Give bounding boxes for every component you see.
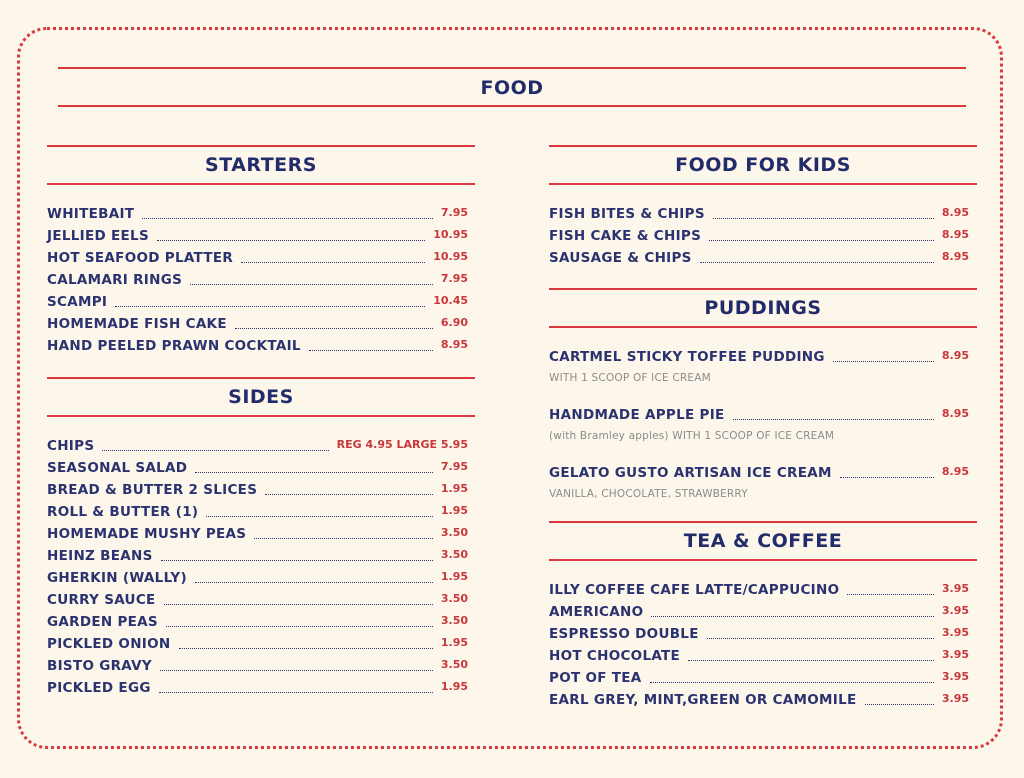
leader-dots bbox=[179, 636, 433, 649]
page-title: FOOD bbox=[480, 77, 544, 99]
menu-item bbox=[47, 614, 468, 636]
menu-item bbox=[549, 465, 969, 483]
divider bbox=[47, 377, 475, 379]
item-name: HAND PEELED PRAWN COCKTAIL bbox=[47, 338, 301, 354]
item-name: ESPRESSO DOUBLE bbox=[549, 626, 699, 642]
menu-item bbox=[549, 670, 969, 692]
item-price: 10.95 bbox=[433, 250, 468, 263]
item-name: CHIPS bbox=[47, 438, 95, 454]
menu-item bbox=[47, 228, 468, 250]
leader-dots bbox=[713, 206, 934, 219]
item-price: 10.45 bbox=[433, 294, 468, 307]
divider bbox=[47, 145, 475, 147]
leader-dots bbox=[833, 349, 934, 362]
menu-item bbox=[549, 626, 969, 648]
leader-dots bbox=[157, 228, 425, 241]
item-name: HOT CHOCOLATE bbox=[549, 648, 681, 664]
item-name: AMERICANO bbox=[549, 604, 644, 620]
menu-item bbox=[47, 206, 468, 228]
item-name: FISH BITES & CHIPS bbox=[549, 206, 705, 222]
menu-item bbox=[47, 570, 468, 592]
item-name: HOT SEAFOOD PLATTER bbox=[47, 250, 234, 266]
item-price: 8.95 bbox=[941, 228, 969, 241]
item-price: 3.95 bbox=[941, 626, 969, 639]
leader-dots bbox=[733, 407, 934, 420]
item-name: EARL GREY, MINT,GREEN OR CAMOMILE bbox=[549, 692, 857, 708]
divider bbox=[549, 559, 977, 561]
item-name: ROLL & BUTTER (1) bbox=[47, 504, 199, 520]
item-name: FISH CAKE & CHIPS bbox=[549, 228, 702, 244]
pudding-item bbox=[549, 465, 969, 501]
menu-item bbox=[47, 636, 468, 658]
item-price: 3.95 bbox=[941, 670, 969, 683]
menu-item bbox=[47, 250, 468, 272]
puddings-list bbox=[549, 349, 969, 523]
menu-item bbox=[47, 592, 468, 614]
item-price: 3.50 bbox=[440, 526, 468, 539]
section-title-kids: FOOD FOR KIDS bbox=[675, 154, 851, 176]
item-name: GELATO GUSTO ARTISAN ICE CREAM bbox=[549, 465, 832, 481]
item-price: 3.50 bbox=[440, 658, 468, 671]
menu-item bbox=[47, 526, 468, 548]
menu-item bbox=[47, 680, 468, 702]
leader-dots bbox=[142, 206, 433, 219]
leader-dots bbox=[166, 614, 433, 627]
item-price: 3.95 bbox=[941, 692, 969, 705]
item-description: WITH 1 SCOOP OF ICE CREAM bbox=[549, 372, 711, 384]
item-name: WHITEBAIT bbox=[47, 206, 135, 222]
leader-dots bbox=[161, 548, 433, 561]
leader-dots bbox=[195, 570, 433, 583]
item-price: 7.95 bbox=[440, 272, 468, 285]
leader-dots bbox=[700, 250, 934, 263]
divider bbox=[549, 145, 977, 147]
item-price: REG 4.95 LARGE 5.95 bbox=[336, 438, 468, 451]
item-price: 8.95 bbox=[941, 206, 969, 219]
menu-item bbox=[47, 548, 468, 570]
item-name: BREAD & BUTTER 2 SLICES bbox=[47, 482, 258, 498]
leader-dots bbox=[254, 526, 433, 539]
leader-dots bbox=[115, 294, 425, 307]
item-price: 3.95 bbox=[941, 648, 969, 661]
menu-item bbox=[47, 504, 468, 526]
menu-item bbox=[549, 582, 969, 604]
item-name: HOMEMADE MUSHY PEAS bbox=[47, 526, 247, 542]
leader-dots bbox=[707, 626, 934, 639]
leader-dots bbox=[164, 592, 433, 605]
item-name: HANDMADE APPLE PIE bbox=[549, 407, 725, 423]
item-price: 1.95 bbox=[440, 636, 468, 649]
item-price: 8.95 bbox=[440, 338, 468, 351]
divider bbox=[47, 415, 475, 417]
item-name: SCAMPI bbox=[47, 294, 108, 310]
item-price: 3.50 bbox=[440, 614, 468, 627]
item-description: (with Bramley apples) WITH 1 SCOOP OF ICE CREAM bbox=[549, 430, 835, 442]
menu-item bbox=[549, 604, 969, 626]
sides-list bbox=[47, 438, 468, 702]
item-price: 3.50 bbox=[440, 548, 468, 561]
item-price: 8.95 bbox=[941, 407, 969, 420]
item-price: 1.95 bbox=[440, 570, 468, 583]
item-price: 6.90 bbox=[440, 316, 468, 329]
divider bbox=[549, 288, 977, 290]
item-price: 1.95 bbox=[440, 680, 468, 693]
item-name: JELLIED EELS bbox=[47, 228, 149, 244]
leader-dots bbox=[840, 465, 934, 478]
leader-dots bbox=[709, 228, 934, 241]
section-title-tea-coffee: TEA & COFFEE bbox=[683, 530, 843, 552]
item-name: GHERKIN (WALLY) bbox=[47, 570, 187, 586]
menu-item bbox=[47, 482, 468, 504]
divider bbox=[58, 105, 966, 107]
item-name: HOMEMADE FISH CAKE bbox=[47, 316, 227, 332]
menu-item bbox=[549, 250, 969, 272]
item-name: POT OF TEA bbox=[549, 670, 642, 686]
section-title-puddings: PUDDINGS bbox=[704, 297, 822, 319]
item-price: 7.95 bbox=[440, 206, 468, 219]
menu-item bbox=[549, 692, 969, 714]
leader-dots bbox=[159, 680, 433, 693]
item-price: 8.95 bbox=[941, 465, 969, 478]
item-price: 1.95 bbox=[440, 504, 468, 517]
menu-item bbox=[549, 349, 969, 367]
leader-dots bbox=[102, 438, 328, 451]
pudding-item bbox=[549, 349, 969, 385]
item-price: 3.50 bbox=[440, 592, 468, 605]
menu-item bbox=[47, 438, 468, 460]
leader-dots bbox=[235, 316, 433, 329]
item-price: 3.95 bbox=[941, 604, 969, 617]
item-price: 7.95 bbox=[440, 460, 468, 473]
starters-list bbox=[47, 206, 468, 360]
item-name: ILLY COFFEE CAFE LATTE/CAPPUCINO bbox=[549, 582, 840, 598]
leader-dots bbox=[206, 504, 432, 517]
leader-dots bbox=[688, 648, 934, 661]
menu-item bbox=[549, 228, 969, 250]
item-name: GARDEN PEAS bbox=[47, 614, 158, 630]
menu-item bbox=[47, 316, 468, 338]
menu-item bbox=[549, 407, 969, 425]
item-price: 3.95 bbox=[941, 582, 969, 595]
leader-dots bbox=[651, 604, 934, 617]
leader-dots bbox=[241, 250, 425, 263]
item-name: CURRY SAUCE bbox=[47, 592, 156, 608]
divider bbox=[58, 67, 966, 69]
item-price: 8.95 bbox=[941, 349, 969, 362]
item-name: CARTMEL STICKY TOFFEE PUDDING bbox=[549, 349, 825, 365]
item-price: 1.95 bbox=[440, 482, 468, 495]
item-name: PICKLED ONION bbox=[47, 636, 171, 652]
menu-item bbox=[549, 648, 969, 670]
item-description: VANILLA, CHOCOLATE, STRAWBERRY bbox=[549, 488, 748, 500]
leader-dots bbox=[190, 272, 433, 285]
leader-dots bbox=[160, 658, 433, 671]
tea-coffee-list bbox=[549, 582, 969, 714]
leader-dots bbox=[195, 460, 433, 473]
kids-list bbox=[549, 206, 969, 272]
menu-item bbox=[47, 460, 468, 482]
menu-item bbox=[549, 206, 969, 228]
divider bbox=[549, 521, 977, 523]
divider bbox=[47, 183, 475, 185]
menu-item bbox=[47, 338, 468, 360]
item-price: 8.95 bbox=[941, 250, 969, 263]
section-title-starters: STARTERS bbox=[205, 154, 317, 176]
item-name: SEASONAL SALAD bbox=[47, 460, 188, 476]
item-price: 10.95 bbox=[433, 228, 468, 241]
leader-dots bbox=[650, 670, 934, 683]
item-name: PICKLED EGG bbox=[47, 680, 151, 696]
item-name: SAUSAGE & CHIPS bbox=[549, 250, 692, 266]
item-name: CALAMARI RINGS bbox=[47, 272, 183, 288]
leader-dots bbox=[265, 482, 433, 495]
menu-item bbox=[47, 272, 468, 294]
leader-dots bbox=[309, 338, 433, 351]
item-name: BISTO GRAVY bbox=[47, 658, 152, 674]
leader-dots bbox=[865, 692, 934, 705]
divider bbox=[549, 326, 977, 328]
item-name: HEINZ BEANS bbox=[47, 548, 153, 564]
section-title-sides: SIDES bbox=[228, 386, 294, 408]
menu-item bbox=[47, 294, 468, 316]
divider bbox=[549, 183, 977, 185]
pudding-item bbox=[549, 407, 969, 443]
menu-item bbox=[47, 658, 468, 680]
leader-dots bbox=[847, 582, 933, 595]
